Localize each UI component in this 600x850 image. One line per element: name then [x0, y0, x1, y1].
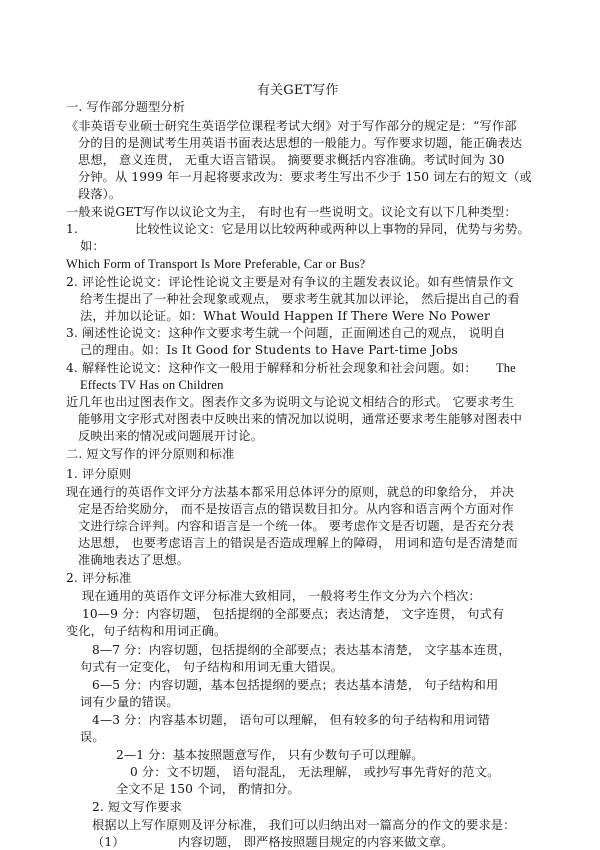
- subsection-scoring-criteria: 2. 评分标准: [66, 571, 132, 585]
- grade-band-0: 0 分：文不切题， 语句混乱， 无法理解， 或抄写事先背好的范文。: [130, 765, 500, 779]
- example-title: Which Form of Transport Is More Preferable, Car or Bus?: [66, 257, 366, 271]
- section-2-heading: 二. 短文写作的评分原则和标准: [66, 447, 235, 461]
- text-line: 现在通行的英语作文评分方法基本都采用总体评分的原则，就总的印象给分， 并决: [66, 485, 515, 499]
- text-line: 法，并加以论证。如：What Would Happen If There Were No Power: [80, 309, 491, 323]
- text-line: 文进行综合评判。内容和语言是一个统一体。 要考虑作文是否切题，是否充分表: [78, 519, 514, 533]
- text-line: 比较性议论文：它是用以比较两种或两种以上事物的异同，优势与劣势。: [135, 222, 530, 236]
- text-line: 词有少量的错误。: [80, 695, 179, 709]
- document-title: 有关GET写作: [257, 83, 339, 98]
- text-line: 如：: [80, 239, 105, 253]
- list-number: 1.: [66, 222, 78, 236]
- example-title: The: [496, 361, 516, 375]
- text-line: 分钟。从 1999 年一月起将要求改为：要求考生写出不少于 150 词左右的短文（或: [78, 170, 532, 184]
- text-line: 《非英语专业硕士研究生英语学位课程考试大纲》对于写作部分的规定是：“写作部: [66, 119, 517, 133]
- list-number: （1）: [92, 835, 125, 849]
- text-line: 达思想， 也要考虑语言上的错误是否造成理解上的障碍， 用词和造句是否清楚而: [78, 536, 518, 550]
- text-line: 段落）。: [78, 187, 122, 201]
- text-line: 己的理由。如：Is It Good for Students to Have Part-time Jobs: [80, 343, 458, 357]
- word-count-penalty: 全文不足 150 个词， 酌情扣分。: [116, 782, 300, 796]
- example-title: Effects TV Has on Children: [80, 378, 224, 392]
- text-line: 2. 评论性论说文：评论性论说文主要是对有争议的主题发表议论。如有些情景作文: [66, 275, 514, 289]
- criteria-intro: 现在通用的英语作文评分标准大致相同， 一般将考生作文分为六个档次：: [82, 589, 481, 603]
- text-line: 思想， 意义连贯， 无重大语言错误。 摘要要求概括内容准确。考试时间为 30: [78, 153, 505, 167]
- text-line: 4—3 分：内容基本切题， 语句可以理解， 但有较多的句子结构和用词错: [92, 713, 491, 727]
- text-line: 定是否给奖励分， 而不是按语言点的错误数目扣分。从内容和语言两个方面对作: [78, 502, 514, 516]
- text-line: 近几年也出过图表作文。图表作文多为说明文与论说文相结合的形式。 它要求考生: [66, 395, 515, 409]
- text-line: 6—5 分：内容切题，基本包括提纲的要点；表达基本清楚， 句子结构和用: [92, 678, 499, 692]
- text-line: 准确地表达了思想。: [78, 553, 190, 567]
- essay-types-intro: 一般来说GET写作以议论文为主， 有时也有一些说明文。议论文有以下几种类型：: [66, 205, 517, 219]
- text-line: 10—9 分：内容切题， 包括提纲的全部要点；表达清楚， 文字连贯， 句式有: [82, 607, 505, 621]
- text-line: 8—7 分：内容切题，包括提纲的全部要点；表达基本清楚， 文字基本连贯，: [92, 643, 511, 657]
- text-line: 反映出来的情况或问题展开讨论。: [78, 429, 264, 443]
- subsection-scoring-principles: 1. 评分原则: [66, 467, 132, 481]
- grade-band-2-1: 2—1 分：基本按照题意写作， 只有少数句子可以理解。: [116, 748, 424, 762]
- text-line: 4. 解释性论说文：这种作文一般用于解释和分析社会现象和社会问题。如：: [66, 361, 477, 375]
- text-line: 变化，句子结构和用词正确。: [66, 624, 227, 638]
- section-3-heading: 2. 短文写作要求: [92, 800, 182, 814]
- text-line: 3. 阐述性论说文：这种作文要求考生就一个问题，正面阐述自己的观点， 说明自: [66, 326, 506, 340]
- text-line: 能够用文字形式对图表中反映出来的情况加以说明，通常还要求考生能够对图表中: [78, 412, 523, 426]
- requirements-intro: 根据以上写作原则及评分标准， 我们可以归纳出对一篇高分的作文的要求是：: [92, 818, 516, 832]
- text-line: 内容切题， 即严格按照题目规定的内容来做文章。: [178, 835, 454, 849]
- text-line: 句式有一定变化， 句子结构和用词无重大错误。: [80, 660, 344, 674]
- text-line: 误。: [80, 730, 105, 744]
- section-1-heading: 一. 写作部分题型分析: [66, 100, 186, 114]
- text-line: 给考生提出了一种社会现象或观点， 要求考生就其加以评论， 然后提出自己的看: [80, 292, 520, 306]
- text-line: 分的目的是测试考生用英语书面表达思想的一般能力。写作要求切题，能正确表达: [78, 136, 523, 150]
